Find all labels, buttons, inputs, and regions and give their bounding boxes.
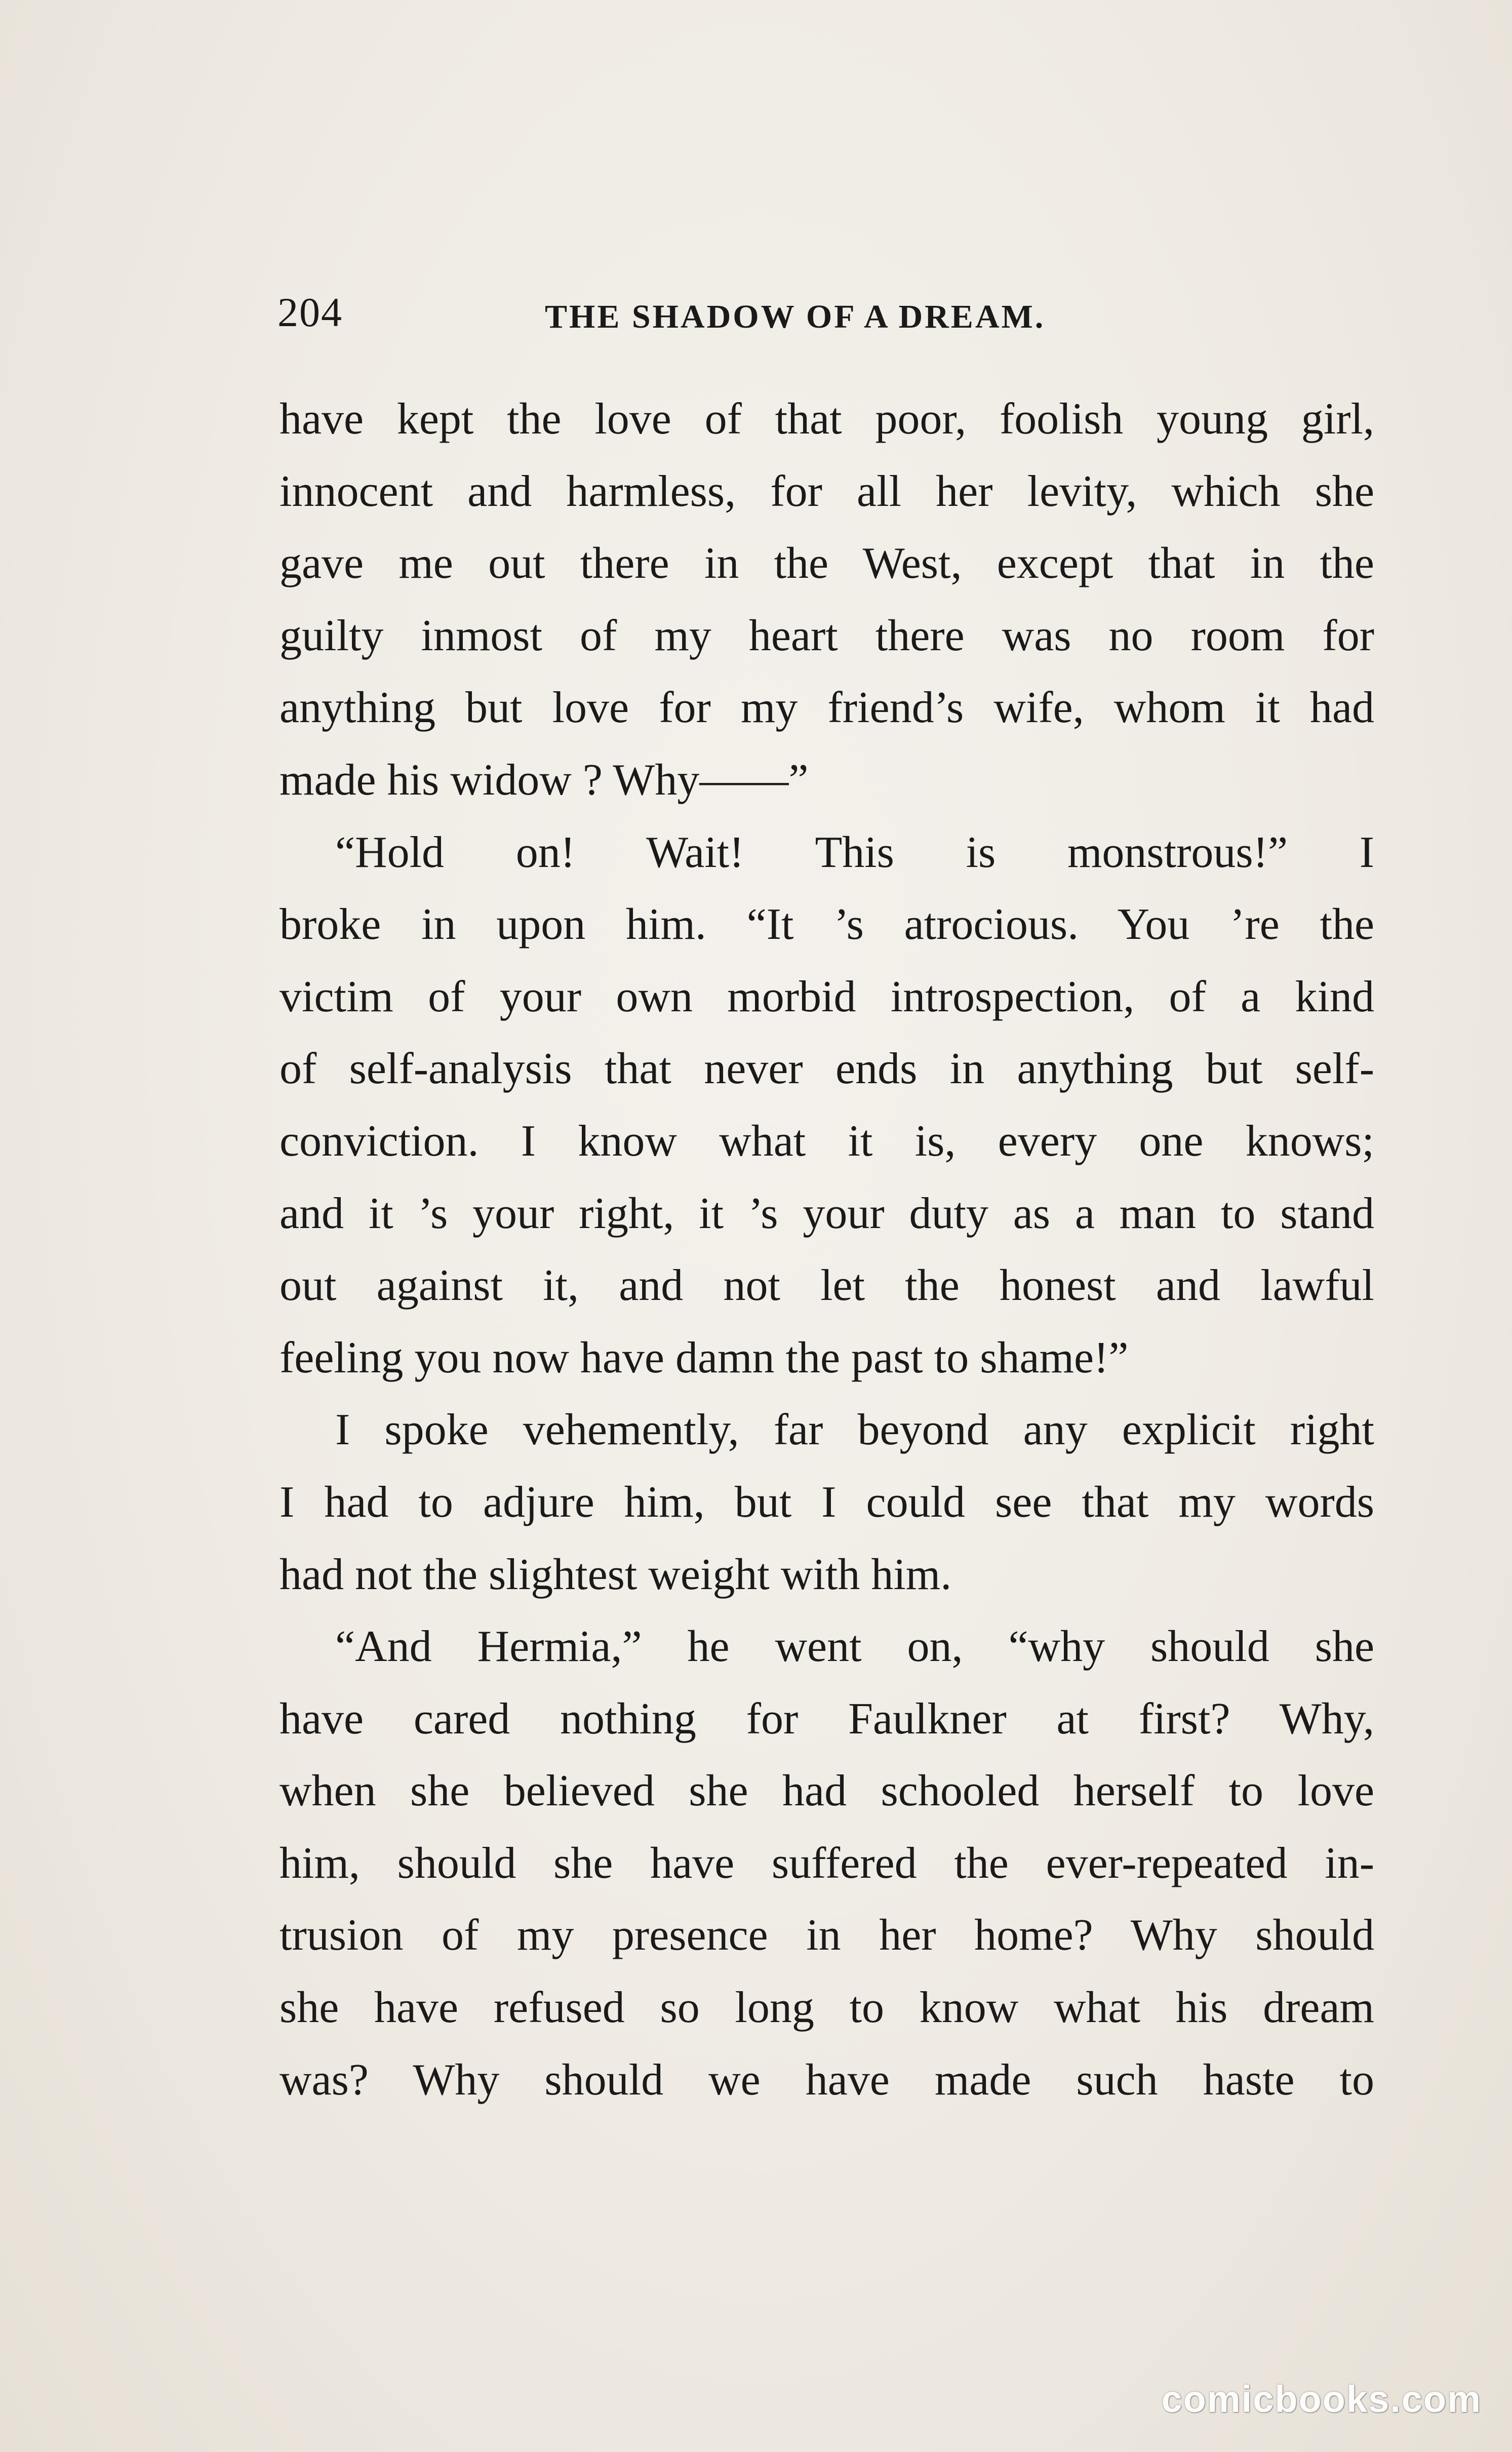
text-line: of self-analysis that never ends in anything but self-	[280, 1044, 1374, 1094]
watermark: comicbooks.com	[1161, 2378, 1482, 2420]
text-line: him, should she have suffered the ever-repeated in-	[280, 1838, 1374, 1888]
text-line: trusion of my presence in her home? Why should	[280, 1911, 1374, 1960]
running-title: THE SHADOW OF A DREAM.	[545, 298, 1046, 335]
text-line: have cared nothing for Faulkner at first? Why,	[280, 1694, 1374, 1744]
text-line: out against it, and not let the honest and lawful	[280, 1261, 1374, 1311]
text-line: and it ’s your right, it ’s your duty as a man to stand	[280, 1189, 1374, 1238]
text-line: when she believed she had schooled herself to love	[280, 1766, 1374, 1816]
text-line: have kept the love of that poor, foolish young girl,	[280, 394, 1374, 444]
text-line: “And Hermia,” he went on, “why should she	[335, 1622, 1374, 1672]
body-text	[280, 383, 1374, 2116]
text-line: broke in upon him. “It ’s atrocious. You ’re the	[280, 900, 1374, 950]
text-line: made his widow ? Why——”	[280, 755, 809, 805]
text-line: victim of your own morbid introspection, of a kind	[280, 972, 1374, 1021]
text-line: “Hold on! Wait! This is monstrous!” I	[335, 827, 1374, 877]
text-line: had not the slightest weight with him.	[280, 1550, 952, 1599]
text-line: innocent and harmless, for all her levity, which she	[280, 466, 1374, 516]
text-line: was? Why should we have made such haste to	[280, 2055, 1374, 2105]
text-line: guilty inmost of my heart there was no room for	[280, 611, 1374, 660]
text-line: gave me out there in the West, except that in the	[280, 539, 1374, 588]
page-header	[277, 289, 1376, 344]
text-line: she have refused so long to know what his dream	[280, 1983, 1374, 2033]
text-line: I had to adjure him, but I could see that my words	[280, 1477, 1374, 1527]
text-line: feeling you now have damn the past to shame!”	[280, 1333, 1129, 1382]
page-number: 204	[277, 289, 343, 335]
text-line: I spoke vehemently, far beyond any explicit right	[335, 1405, 1374, 1455]
text-line: anything but love for my friend’s wife, whom it had	[280, 683, 1374, 733]
text-line: conviction. I know what it is, every one knows;	[280, 1116, 1374, 1166]
